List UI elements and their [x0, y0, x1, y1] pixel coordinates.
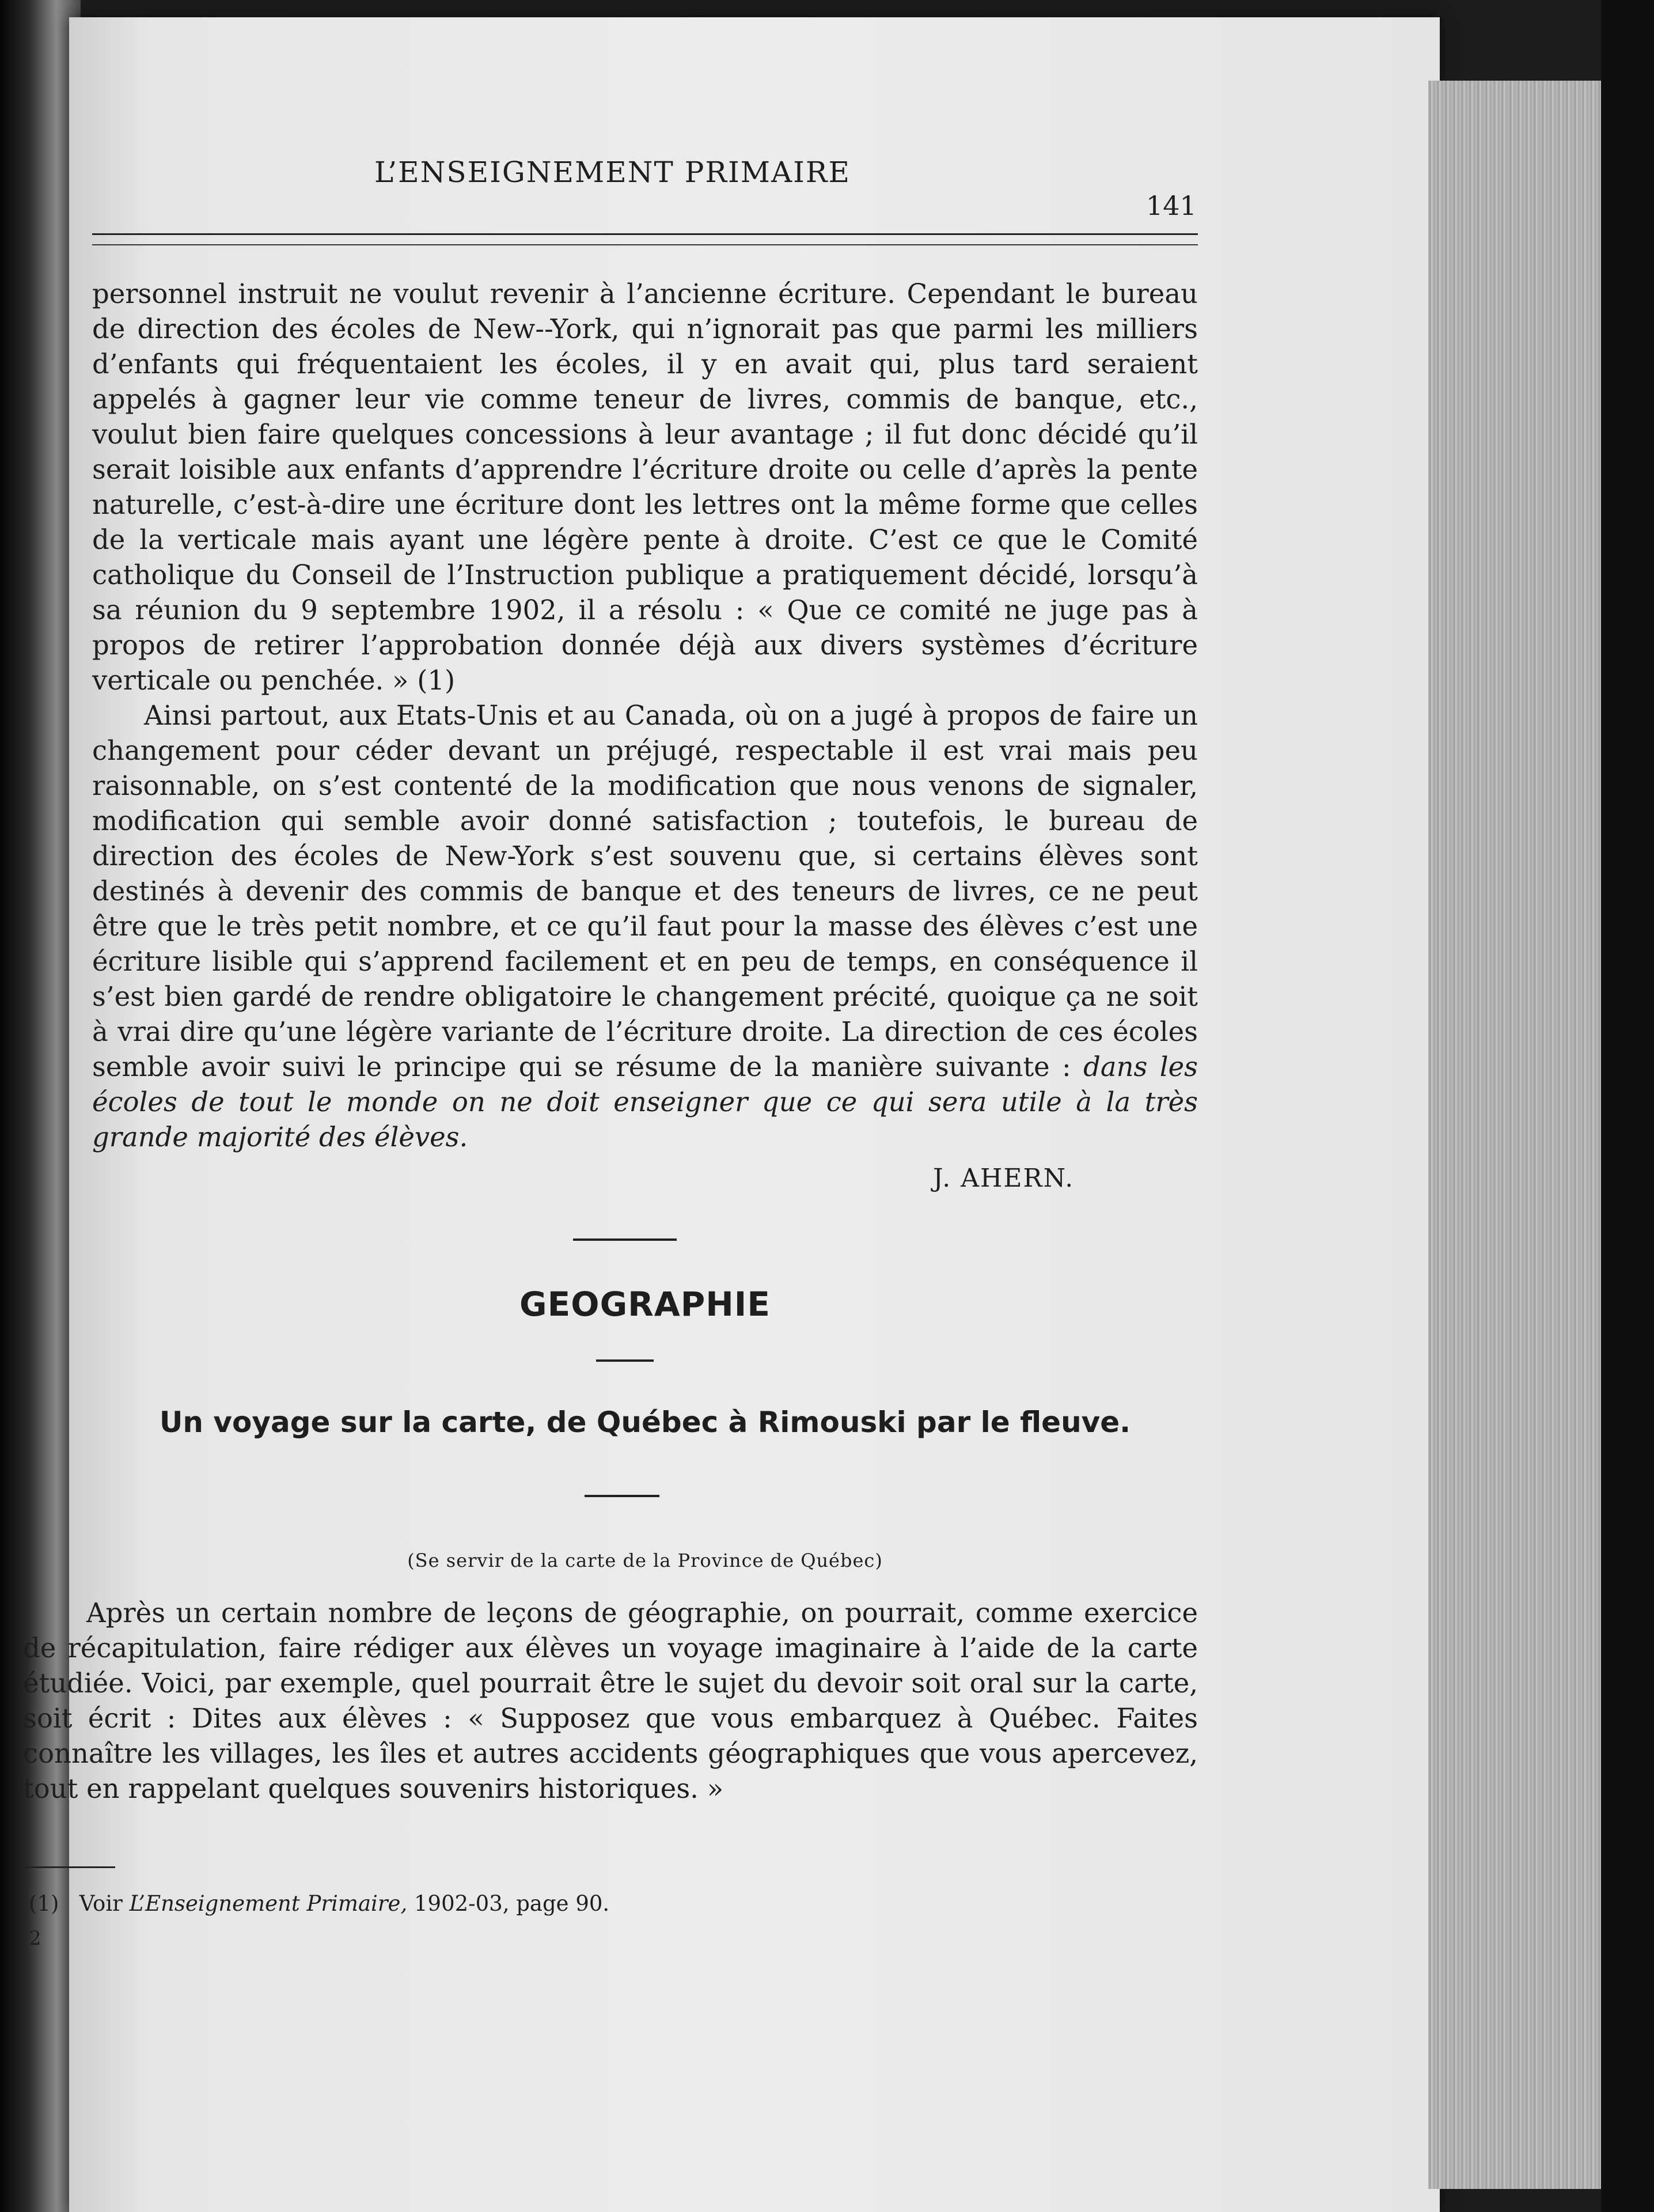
article-paragraph-2: [92, 698, 1198, 1155]
footnote-text-after: 1902-03, page 90.: [414, 1891, 610, 1916]
running-head: [92, 132, 1198, 221]
section-separator-top: [573, 1238, 677, 1241]
page-number: 141: [1146, 190, 1197, 221]
background-right: [1601, 0, 1654, 2212]
book-page-edges: [1428, 81, 1601, 2189]
book-gutter-left: [0, 0, 81, 2212]
footnote-title: L’Enseignement Primaire,: [129, 1891, 408, 1916]
section-paragraph: Après un certain nombre de leçons de géographie, on pourrait, comme exercice de récapitulation, faire rédiger aux élèves un voyage imaginaire à l’aide de la carte étudiée. Voici, par exemple, quel pourrait être le sujet du devoir soit oral sur la carte, soit écrit : Dites aux élèves : « Supposez que vous embarquez à Québec. Faites connaître les villages, les îles et autres accidents géographiques que vous apercevez, tout en rappelant quelques souvenirs historiques. »: [23, 1597, 1198, 1804]
footnote: [29, 1889, 1123, 1918]
section-separator-bottom: [585, 1495, 659, 1497]
signature-mark: 2: [29, 1927, 41, 1950]
footnote-marker: (1): [29, 1891, 59, 1916]
page-content: [23, 132, 1198, 1950]
section-title: GEOGRAPHIE: [519, 1285, 771, 1324]
footnote-text-before: Voir: [79, 1891, 123, 1916]
article-paragraph-2-text: Ainsi partout, aux Etats-Unis et au Canada, où on a jugé à propos de faire un changement pour céder devant un préjugé, respectable il est vrai mais peu raisonnable, on s’est contenté de la modification que nous venons de signaler, modification qui semble avoir donné satisfaction ; toutefois, le bureau de direction des écoles de New-York s’est souvenu que, si certains élèves sont destinés à devenir des commis de banque et des teneurs de livres, ce ne peut être que le très petit nombre, et ce qu’il faut pour la masse des élèves c’est une écriture lisible qui s’apprend facilement et en peu de temps, en conséquence il s’est bien gardé de rendre obligatoire le changement précité, quoique ça ne soit à vrai dire qu’une légère variante de l’écriture droite. La direction de ces écoles semble avoir suivi le principe qui se résume de la manière suivante :: [92, 700, 1198, 1082]
section-subtitle: Un voyage sur la carte, de Québec à Rimouski par le fleuve.: [159, 1406, 1131, 1439]
article-paragraph-2-italic: dans les écoles de tout le monde on ne doit enseigner que ce qui sera utile à la très grande majorité des élèves.: [92, 1051, 1198, 1153]
section-separator-middle: [596, 1359, 654, 1362]
header-double-rule: [92, 233, 1198, 245]
article-paragraph-1: personnel instruit ne voulut revenir à l’ancienne écriture. Cependant le bureau de direction des écoles de New--York, qui n’ignorait pas que parmi les milliers d’enfants qui fréquentaient les écoles, il y en avait qui, plus tard seraient appelés à gagner leur vie comme teneur de livres, commis de banque, etc., voulut bien faire quelques concessions à leur avantage ; il fut donc décidé qu’il serait loisible aux enfants d’apprendre l’écriture droite ou celle d’après la pente naturelle, c’est-à-dire une écriture dont les lettres ont la même forme que celles de la verticale mais ayant une légère pente à droite. C’est ce que le Comité catholique du Conseil de l’Instruction publique a pratiquement décidé, lorsqu’à sa réunion du 9 septembre 1902, il a résolu : « Que ce comité ne juge pas à propos de retirer l’approbation donnée déjà aux divers systèmes d’écriture verticale ou penchée. » (1): [92, 278, 1198, 696]
footnote-rule: [23, 1866, 115, 1868]
article-signature: J. AHERN.: [933, 1164, 1075, 1193]
section-body: [23, 1596, 1198, 1806]
running-title: L’ENSEIGNEMENT PRIMAIRE: [374, 156, 851, 189]
section-note: (Se servir de la carte de la Province de Québec): [407, 1550, 883, 1571]
article-body: [92, 276, 1198, 1155]
